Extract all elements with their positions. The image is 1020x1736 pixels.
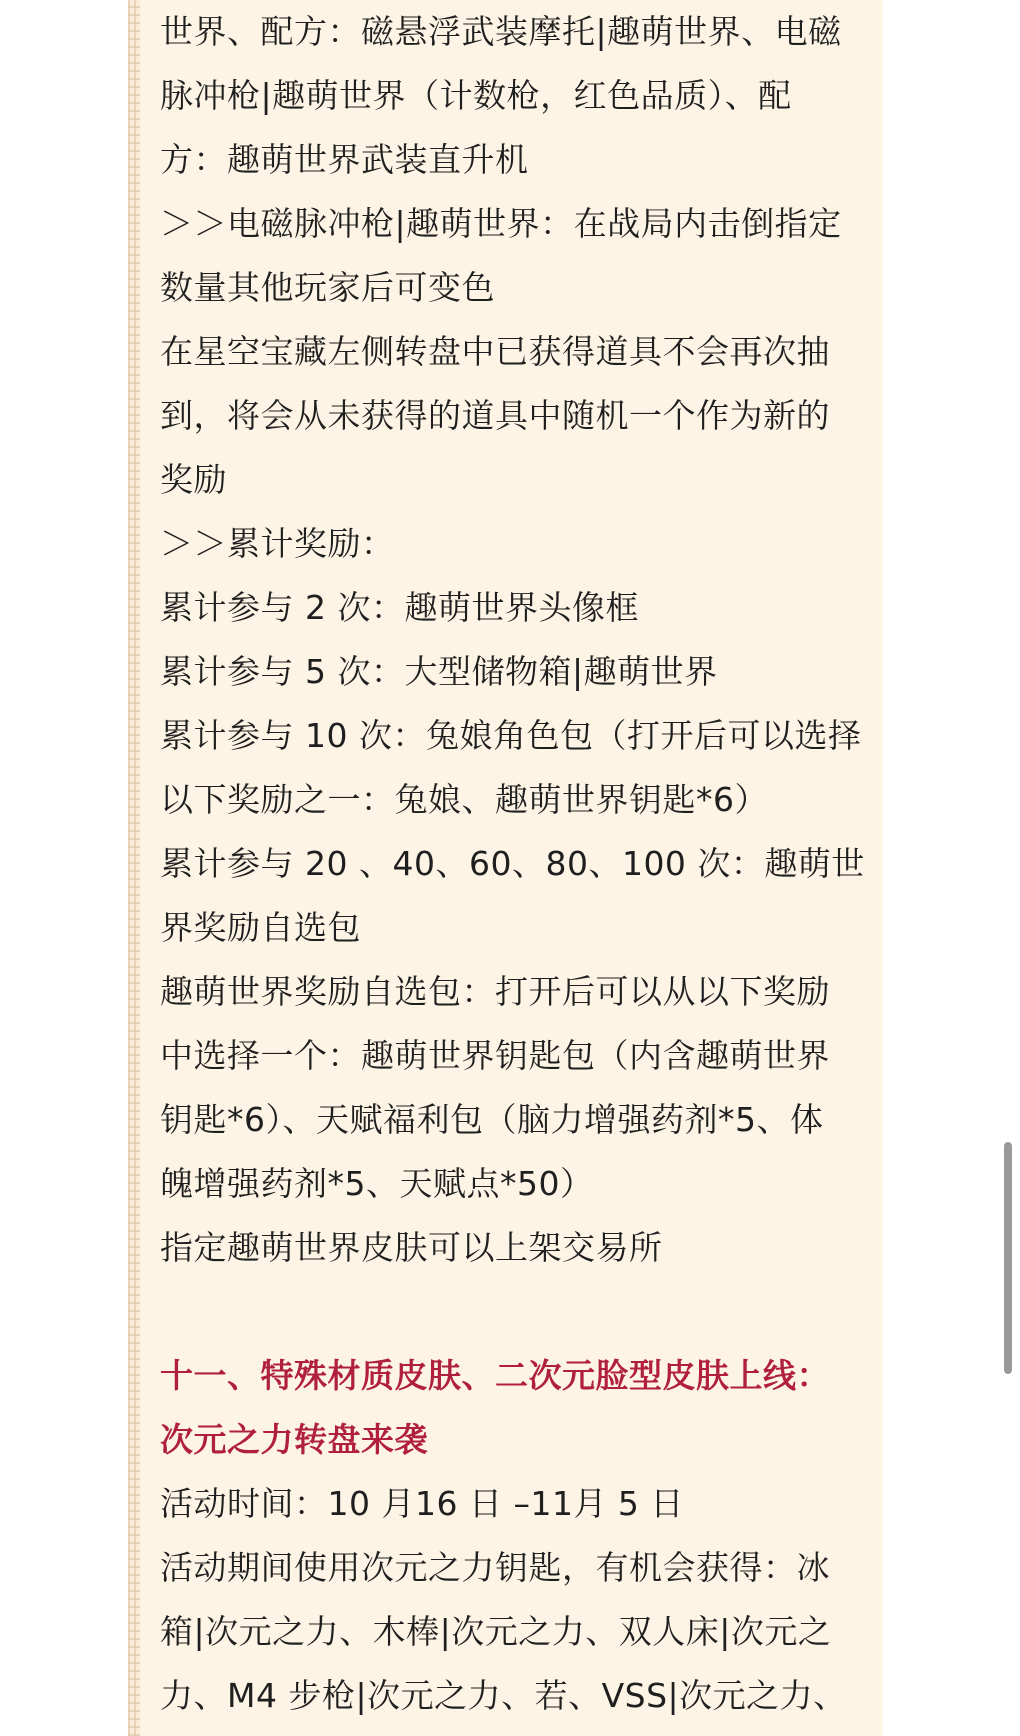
text-line: 累计参与 2 次：趣萌世界头像框 <box>160 588 639 627</box>
text-line: 指定趣萌世界皮肤可以上架交易所 <box>160 1228 663 1267</box>
text-line: ＞＞电磁脉冲枪|趣萌世界：在战局内击倒指定 <box>160 204 842 243</box>
section-heading: 十一、特殊材质皮肤、二次元脸型皮肤上线： <box>160 1356 830 1395</box>
scrollbar-thumb[interactable] <box>1004 1142 1012 1374</box>
text-line: 以下奖励之一：兔娘、趣萌世界钥匙*6） <box>160 780 768 819</box>
text-line: 累计参与 10 次：兔娘角色包（打开后可以选择 <box>160 716 862 755</box>
text-line: 活动时间：10 月16 日 –11月 5 日 <box>160 1484 684 1523</box>
section-spacer <box>160 1280 870 1344</box>
text-line: 魄增强药剂*5、天赋点*50） <box>160 1164 594 1203</box>
text-line: 趣萌世界奖励自选包：打开后可以从以下奖励 <box>160 972 830 1011</box>
text-line: 钥匙*6）、天赋福利包（脑力增强药剂*5、体 <box>160 1100 824 1139</box>
decorative-border <box>128 0 140 1736</box>
text-line: ＞＞累计奖励： <box>160 524 395 563</box>
text-line: 在星空宝藏左侧转盘中已获得道具不会再次抽 <box>160 332 830 371</box>
text-line: 累计参与 20 、40、60、80、100 次：趣萌世 <box>160 844 865 883</box>
text-line: 奖励 <box>160 460 227 499</box>
text-line: 累计参与 5 次：大型储物箱|趣萌世界 <box>160 652 718 691</box>
text-line: 界奖励自选包 <box>160 908 361 947</box>
text-line: 到，将会从未获得的道具中随机一个作为新的 <box>160 396 830 435</box>
text-line: 中选择一个：趣萌世界钥匙包（内含趣萌世界 <box>160 1036 830 1075</box>
text-line: 活动期间使用次元之力钥匙，有机会获得：冰 <box>160 1548 830 1587</box>
text-line: 数量其他玩家后可变色 <box>160 268 495 307</box>
text-line: 世界、配方：磁悬浮武装摩托|趣萌世界、电磁 <box>160 12 842 51</box>
text-line: 箱|次元之力、木棒|次元之力、双人床|次元之 <box>160 1612 832 1651</box>
section-heading: 次元之力转盘来袭 <box>160 1420 428 1459</box>
text-line: 方：趣萌世界武装直升机 <box>160 140 529 179</box>
article-content <box>160 0 870 1728</box>
text-line: 力、M4 步枪|次元之力、若、VSS|次元之力、 <box>160 1676 847 1715</box>
text-line: 脉冲枪|趣萌世界（计数枪，红色品质）、配 <box>160 76 792 115</box>
